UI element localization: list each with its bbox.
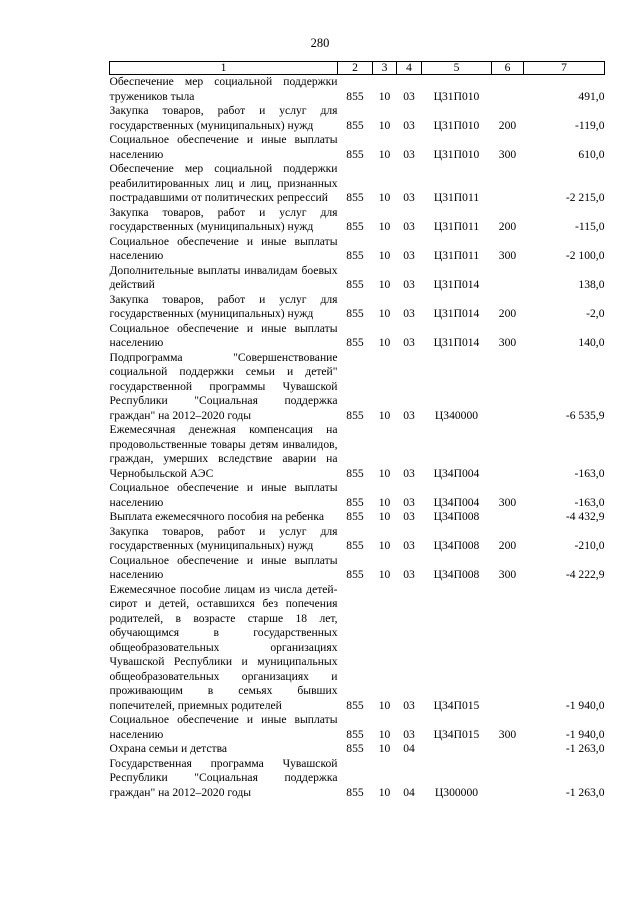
table-row: [110, 293, 605, 322]
row-code-2: 855: [346, 89, 364, 103]
row-name: Закупка товаров, работ и услуг для государственных (муниципальных) нужд: [109, 292, 338, 320]
row-code-3: 10: [378, 785, 391, 799]
row-code-6: 200: [498, 539, 517, 552]
row-code-6: [492, 75, 524, 105]
row-code-3: 10: [378, 510, 391, 523]
row-code-3: 10: [378, 727, 391, 741]
row-code-5: Ц31П014: [433, 307, 480, 320]
table-row: [110, 351, 605, 424]
table-row: [110, 757, 605, 801]
column-header: 5: [422, 62, 492, 75]
row-name: Подпрограмма "Совершенствование социальной поддержки семьи и детей" государственной программы Чувашской Республики "Социальная поддержка граждан" на 2012–2020 годы: [109, 350, 338, 422]
row-code-2: 855: [346, 249, 364, 262]
table-row: [110, 264, 605, 293]
row-code-6: [492, 162, 524, 206]
row-code-2: 855: [346, 191, 364, 204]
row-code-4: 03: [403, 147, 415, 161]
table-row: [110, 510, 605, 525]
row-code-6: 300: [498, 727, 517, 741]
row-code-6: 300: [498, 336, 517, 349]
row-code-4: 04: [403, 785, 415, 799]
row-code-4: 04: [403, 742, 415, 755]
budget-table: [109, 61, 605, 800]
row-amount: -119,0: [574, 118, 605, 132]
row-code-4: 03: [403, 89, 415, 103]
row-code-4: 03: [403, 191, 415, 204]
row-code-2: 855: [346, 278, 364, 291]
table-row: [110, 713, 605, 742]
row-code-2: 855: [346, 510, 364, 523]
row-code-3: 10: [378, 249, 391, 262]
row-code-6: 200: [498, 307, 517, 320]
row-code-6: [492, 423, 524, 481]
row-code-3: 10: [378, 698, 391, 712]
row-code-5: Ц300000: [434, 785, 479, 799]
row-code-6: [492, 583, 524, 714]
row-code-3: 10: [378, 118, 391, 132]
row-amount: 610,0: [578, 147, 605, 161]
row-amount: -163,0: [574, 495, 605, 509]
row-code-3: 10: [378, 89, 391, 103]
row-amount: 491,0: [578, 89, 605, 103]
table-row: [110, 525, 605, 554]
row-code-6: [492, 264, 524, 293]
row-code-3: 10: [378, 408, 391, 422]
table-row: [110, 554, 605, 583]
row-code-4: 03: [403, 408, 415, 422]
row-code-5: Ц31П010: [433, 118, 480, 132]
row-amount: -1 263,0: [565, 742, 605, 755]
page-number: 280: [310, 36, 330, 50]
row-name: Социальное обеспечение и иные выплаты населению: [109, 553, 338, 581]
row-code-3: 10: [378, 220, 391, 233]
row-code-3: 10: [378, 495, 391, 509]
row-code-2: 855: [346, 727, 364, 741]
row-code-6: [492, 510, 524, 525]
row-code-2: 855: [346, 118, 364, 132]
row-amount: -163,0: [574, 466, 605, 480]
row-code-3: 10: [378, 742, 391, 755]
table-row: [110, 742, 605, 757]
row-code-4: 03: [403, 698, 415, 712]
row-code-2: 855: [346, 568, 364, 581]
row-code-6: 300: [498, 495, 517, 509]
row-amount: -1 263,0: [565, 785, 605, 799]
row-code-5: Ц31П014: [433, 278, 480, 291]
table-body: [110, 75, 605, 801]
row-code-6: 200: [498, 220, 517, 233]
row-code-6: [492, 742, 524, 757]
row-code-4: 03: [403, 539, 415, 552]
row-name: Ежемесячное пособие лицам из числа детей-сирот и детей, оставшихся без попечения родителей, в возрасте старше 18 лет, обучающимся в государственных общеобразовательных организациях Чувашской Республики и муниципальных общеобразовательных организациях и проживающим в семьях бывших попечителей, приемных родителей: [109, 582, 338, 712]
row-code-2: 855: [346, 742, 364, 755]
row-code-5: Ц340000: [434, 408, 479, 422]
row-name: Охрана семьи и детства: [109, 742, 228, 755]
row-name: Дополнительные выплаты инвалидам боевых действий: [109, 263, 338, 291]
row-code-2: 855: [346, 539, 364, 552]
row-name: Ежемесячная денежная компенсация на продовольственные товары детям инвалидов, граждан, умерших вследствие аварии на Чернобыльской АЭС: [109, 423, 338, 480]
row-code-3: 10: [378, 539, 391, 552]
row-code-4: 03: [403, 510, 415, 523]
row-code-2: 855: [346, 307, 364, 320]
row-code-4: 03: [403, 220, 415, 233]
table-row: [110, 481, 605, 510]
table-row: [110, 162, 605, 206]
row-code-5: Ц34П008: [433, 568, 480, 581]
table-row: [110, 206, 605, 235]
row-amount: 138,0: [578, 278, 605, 291]
row-code-5: Ц34П004: [433, 495, 480, 509]
row-code-5: [422, 742, 492, 757]
row-amount: 140,0: [578, 336, 605, 349]
row-name: Социальное обеспечение и иные выплаты населению: [109, 234, 338, 262]
row-code-6: 300: [498, 249, 517, 262]
row-code-6: [492, 351, 524, 424]
column-header: 3: [373, 62, 397, 75]
row-code-5: Ц31П014: [433, 336, 480, 349]
row-code-3: 10: [378, 568, 391, 581]
row-code-6: 300: [498, 147, 517, 161]
row-amount: -1 940,0: [565, 698, 605, 712]
row-code-3: 10: [378, 466, 391, 480]
table-row: [110, 75, 605, 105]
row-code-2: 855: [346, 336, 364, 349]
row-code-2: 855: [346, 785, 364, 799]
row-code-5: Ц31П010: [433, 89, 480, 103]
row-name: Обеспечение мер социальной поддержки реабилитированных лиц и лиц, признанных пострадавшими от политических репрессий: [109, 162, 338, 204]
row-code-5: Ц34П015: [433, 698, 480, 712]
row-code-3: 10: [378, 147, 391, 161]
row-name: Обеспечение мер социальной поддержки тружеников тыла: [109, 75, 338, 103]
row-name: Закупка товаров, работ и услуг для государственных (муниципальных) нужд: [109, 205, 338, 233]
row-code-2: 855: [346, 220, 364, 233]
table-row: [110, 423, 605, 481]
column-header: 7: [524, 62, 605, 75]
row-amount: -2,0: [586, 307, 605, 320]
row-code-3: 10: [378, 278, 391, 291]
row-name: Социальное обеспечение и иные выплаты населению: [109, 133, 338, 161]
row-name: Государственная программа Чувашской Республики "Социальная поддержка граждан" на 2012–2020 годы: [109, 756, 338, 799]
row-name: Социальное обеспечение и иные выплаты населению: [109, 713, 338, 741]
row-code-2: 855: [346, 408, 364, 422]
row-code-5: Ц31П011: [433, 249, 480, 262]
row-code-4: 03: [403, 466, 415, 480]
row-code-5: Ц34П008: [433, 510, 480, 523]
row-amount: -6 535,9: [565, 408, 605, 422]
row-name: Закупка товаров, работ и услуг для государственных (муниципальных) нужд: [109, 524, 338, 552]
header-row: [110, 62, 605, 75]
row-amount: -4 432,9: [565, 510, 605, 523]
row-code-2: 855: [346, 698, 364, 712]
row-amount: -2 100,0: [565, 249, 605, 262]
row-code-4: 03: [403, 727, 415, 741]
row-name: Социальное обеспечение и иные выплаты населению: [109, 321, 338, 349]
row-code-5: Ц31П011: [433, 220, 480, 233]
row-amount: -1 940,0: [565, 727, 605, 741]
row-code-2: 855: [346, 147, 364, 161]
column-header: 1: [110, 62, 338, 75]
row-code-6: [492, 757, 524, 801]
table-row: [110, 583, 605, 714]
row-code-4: 03: [403, 336, 415, 349]
row-code-5: Ц34П004: [433, 466, 480, 480]
row-code-2: 855: [346, 495, 364, 509]
row-name: Закупка товаров, работ и услуг для государственных (муниципальных) нужд: [109, 104, 338, 132]
row-amount: -115,0: [574, 220, 605, 233]
column-header: 4: [397, 62, 422, 75]
row-code-5: Ц31П010: [433, 147, 480, 161]
row-code-4: 03: [403, 118, 415, 132]
column-header: 6: [492, 62, 524, 75]
table-row: [110, 133, 605, 162]
row-code-4: 03: [403, 568, 415, 581]
row-code-4: 03: [403, 495, 415, 509]
row-amount: -4 222,9: [565, 568, 605, 581]
row-code-3: 10: [378, 307, 391, 320]
row-code-3: 10: [378, 191, 391, 204]
row-code-5: Ц31П011: [433, 191, 480, 204]
row-code-4: 03: [403, 307, 415, 320]
row-name: Выплата ежемесячного пособия на ребенка: [109, 510, 324, 523]
row-name: Социальное обеспечение и иные выплаты населению: [109, 481, 338, 509]
row-code-4: 03: [403, 249, 415, 262]
column-header: 2: [338, 62, 373, 75]
row-amount: -2 215,0: [565, 191, 605, 204]
row-code-3: 10: [378, 336, 391, 349]
table-row: [110, 104, 605, 133]
table-row: [110, 322, 605, 351]
table-row: [110, 235, 605, 264]
row-code-6: 300: [498, 568, 517, 581]
row-code-5: Ц34П008: [433, 539, 480, 552]
row-code-4: 03: [403, 278, 415, 291]
row-code-5: Ц34П015: [433, 727, 480, 741]
row-code-2: 855: [346, 466, 364, 480]
row-code-6: 200: [498, 118, 517, 132]
row-amount: -210,0: [574, 539, 605, 552]
